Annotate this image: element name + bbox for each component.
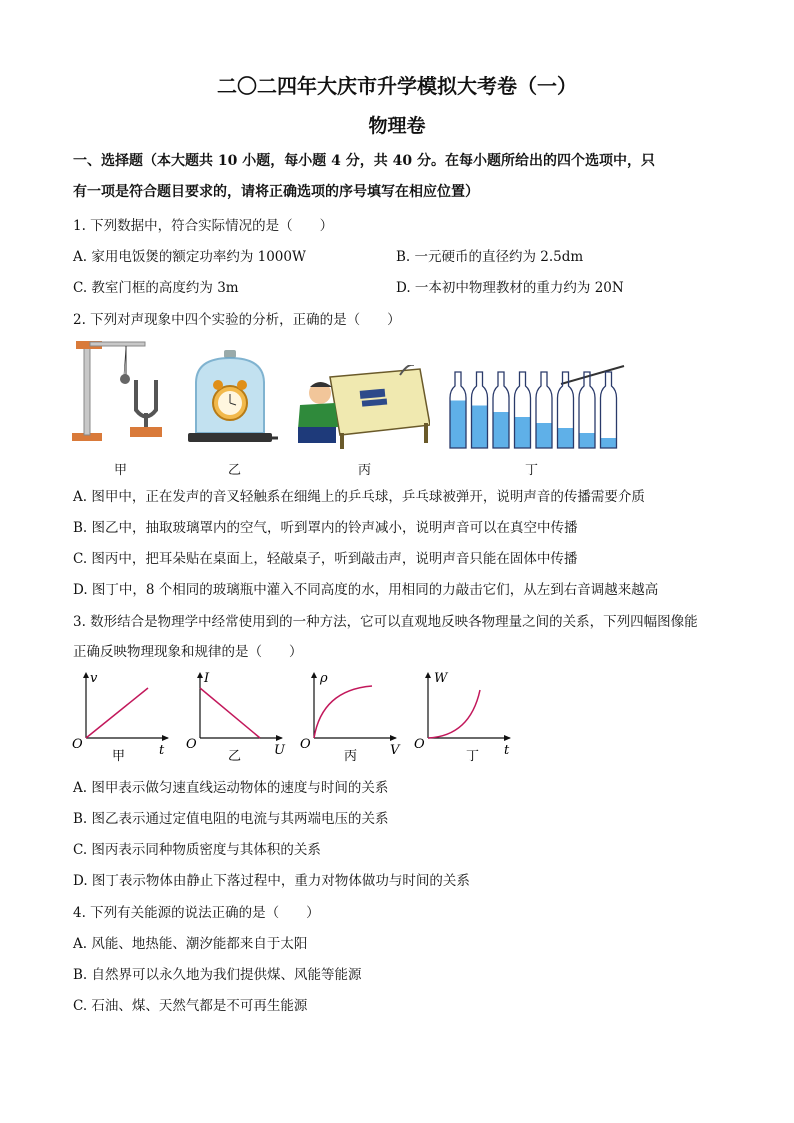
bottle — [493, 372, 509, 448]
q4-stem: 4. 下列有关能源的说法正确的是（ ） — [73, 905, 320, 921]
graph-yi-label: 乙 — [228, 749, 242, 764]
graph-ding-y-label: W — [434, 671, 448, 686]
graph-bing — [300, 668, 410, 768]
q3-option-a: A. 图甲表示做匀速直线运动物体的速度与时间的关系 — [73, 780, 389, 796]
q1-option-d: D. 一本初中物理教材的重力约为 20N — [396, 280, 624, 296]
q3-option-c: C. 图丙表示同种物质密度与其体积的关系 — [73, 842, 321, 858]
bottle — [472, 372, 488, 448]
q2-option-d: D. 图丁中，8 个相同的玻璃瓶中灌入不同高度的水，用相同的力敲击它们，从左到右音调越来越高 — [73, 582, 659, 598]
q3-option-d: D. 图丁表示物体由静止下落过程中，重力对物体做功与时间的关系 — [73, 873, 470, 889]
bottle — [450, 372, 466, 448]
graph-yi-origin: O — [186, 737, 197, 752]
striking-rod — [561, 366, 624, 384]
graph-yi — [186, 668, 296, 768]
graph-ding — [414, 668, 524, 768]
tuning-fork-figure — [68, 335, 178, 445]
bottle — [536, 372, 552, 448]
fig-label-bing: 丙 — [358, 463, 372, 478]
q4-option-a: A. 风能、地热能、潮汐能都来自于太阳 — [73, 936, 308, 952]
fig-label-jia: 甲 — [114, 463, 128, 478]
graph-ding-x-label: t — [504, 743, 510, 758]
q2-option-b: B. 图乙中，抽取玻璃罩内的空气，听到罩内的铃声减小，说明声音可以在真空中传播 — [73, 520, 578, 536]
graph-bing-x-label: V — [390, 743, 400, 758]
q1-stem: 1. 下列数据中，符合实际情况的是（ ） — [73, 218, 334, 234]
fig-label-ding: 丁 — [525, 463, 539, 478]
graph-bing-label: 丙 — [344, 749, 358, 764]
q4-option-c: C. 石油、煤、天然气都是不可再生能源 — [73, 998, 308, 1014]
graph-jia-y-label: v — [90, 671, 98, 686]
bottle — [601, 372, 617, 448]
graph-jia-label: 甲 — [112, 749, 126, 764]
graph-jia — [72, 668, 172, 768]
graph-yi-x-label: U — [274, 743, 285, 758]
bottle — [515, 372, 531, 448]
graph-jia-origin: O — [72, 737, 83, 752]
section-heading-line2: 有一项是符合题目要求的，请将正确选项的序号填写在相应位置） — [73, 184, 479, 200]
graph-jia-x-label: t — [159, 743, 165, 758]
q3-option-b: B. 图乙表示通过定值电阻的电流与其两端电压的关系 — [73, 811, 389, 827]
q3-stem-line2: 正确反映物理现象和规律的是（ ） — [73, 644, 303, 660]
section-heading-line1: 一、选择题（本大题共 10 小题，每小题 4 分，共 40 分。在每小题所给出的四个选项中，只 — [73, 153, 655, 169]
q2-option-c: C. 图丙中，把耳朵贴在桌面上，轻敲桌子，听到敲击声，说明声音只能在固体中传播 — [73, 551, 578, 567]
bell-jar-figure — [188, 348, 278, 448]
graph-ding-label: 丁 — [466, 749, 480, 764]
q2-stem: 2. 下列对声现象中四个实验的分析，正确的是（ ） — [73, 312, 401, 328]
q1-option-c: C. 教室门框的高度约为 3m — [73, 280, 239, 296]
desk-listening-figure — [290, 365, 430, 450]
q2-option-a: A. 图甲中，正在发声的音叉轻触系在细绳上的乒乓球，乒乓球被弹开，说明声音的传播需要介质 — [73, 489, 645, 505]
fig-label-yi: 乙 — [228, 463, 242, 478]
graph-yi-y-label: I — [204, 671, 210, 686]
graph-bing-origin: O — [300, 737, 311, 752]
q3-stem-line1: 3. 数形结合是物理学中经常使用到的一种方法，它可以直观地反映各物理量之间的关系，下列四幅图像能 — [73, 614, 698, 630]
graph-ding-origin: O — [414, 737, 425, 752]
q4-option-b: B. 自然界可以永久地为我们提供煤、风能等能源 — [73, 967, 362, 983]
q1-option-a: A. 家用电饭煲的额定功率约为 1000W — [73, 249, 306, 265]
page-subtitle: 物理卷 — [368, 115, 426, 137]
page-title: 二〇二四年大庆市升学模拟大考卷（一） — [217, 74, 577, 98]
bottles-figure — [446, 362, 626, 452]
graph-bing-y-label: ρ — [320, 671, 328, 686]
bottle — [579, 372, 595, 448]
q1-option-b: B. 一元硬币的直径约为 2.5dm — [396, 249, 584, 265]
